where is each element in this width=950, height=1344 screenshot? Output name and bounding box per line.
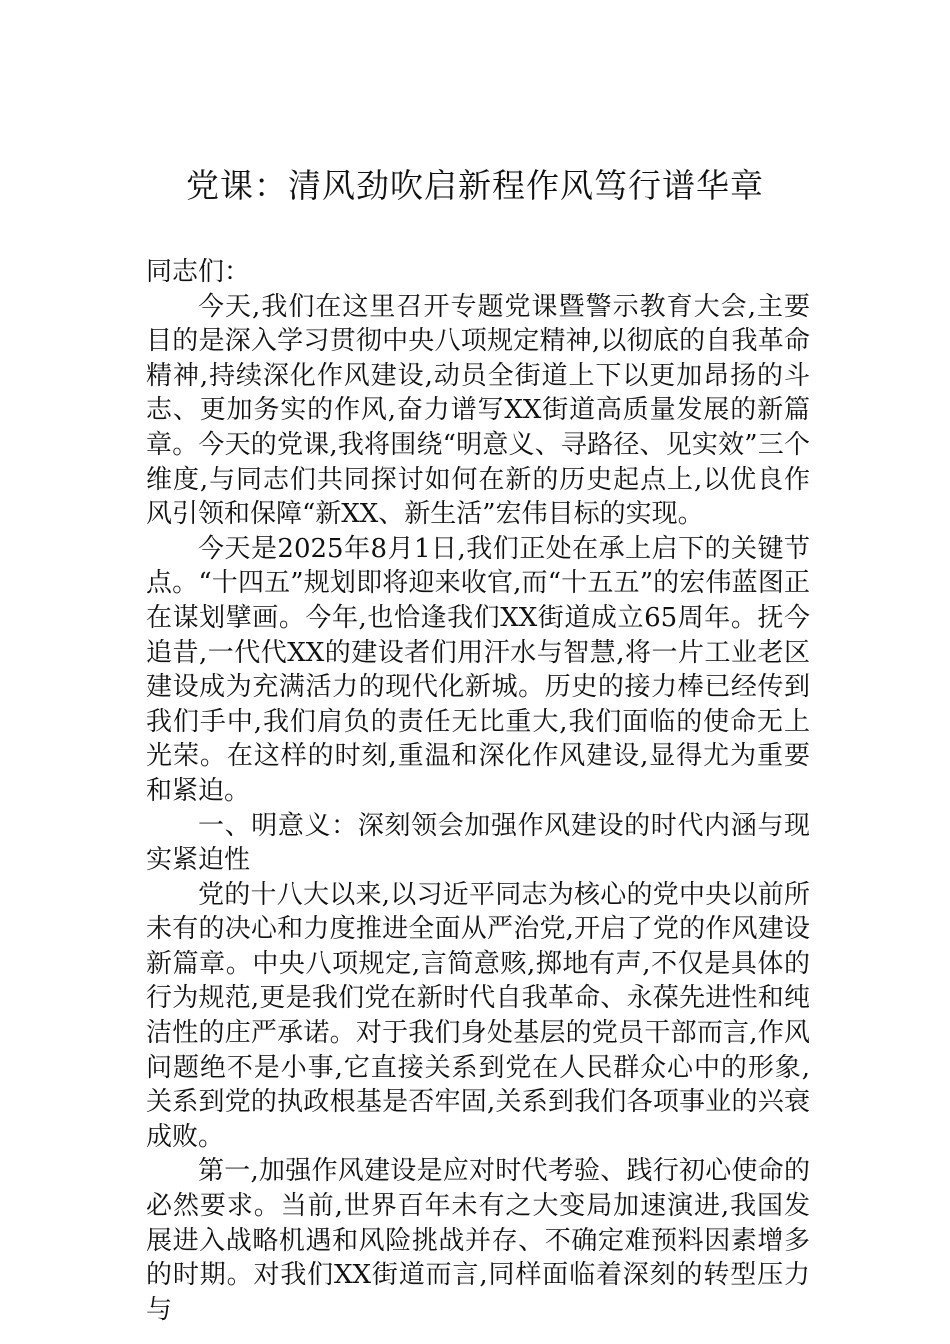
section-heading-1: 一、明意义：深刻领会加强作风建设的时代内涵与现实紧迫性 bbox=[146, 810, 810, 876]
document-title: 党课：清风劲吹启新程作风笃行谱华章 bbox=[186, 166, 764, 205]
document-body bbox=[146, 255, 810, 1327]
paragraph-section-1: 党的十八大以来,以习近平同志为核心的党中央以前所未有的决心和力度推进全面从严治党,开启了党的作风建设新篇章。中央八项规定,言简意赅,掷地有声,不仅是具体的行为规范,更是我们党在新时代自我革命、永葆先进性和纯洁性的庄严承诺。对于我们身处基层的党员干部而言,作风问题绝不是小事,它直接关系到党在人民群众心中的形象,关系到党的执政根基是否牢固,关系到我们各项事业的兴衰成败。 bbox=[146, 879, 810, 1152]
paragraph-first-point: 第一,加强作风建设是应对时代考验、践行初心使命的必然要求。当前,世界百年未有之大变局加速演进,我国发展进入战略机遇和风险挑战并存、不确定难预料因素增多的时期。对我们XX街道而言,同样面临着深刻的转型压力与 bbox=[146, 1156, 810, 1325]
paragraph-date: 今天是2025年8月1日,我们正处在承上启下的关键节点。“十四五”规划即将迎来收官,而“十五五”的宏伟蓝图正在谋划擘画。今年,也恰逢我们XX街道成立65周年。抚今追昔,一代代XX的建设者们用汗水与智慧,将一片工业老区建设成为充满活力的现代化新城。历史的接力棒已经传到我们手中,我们肩负的责任无比重大,我们面临的使命无上光荣。在这样的时刻,重温和深化作风建设,显得尤为重要和紧迫。 bbox=[146, 533, 810, 806]
salutation: 同志们： bbox=[146, 257, 251, 287]
paragraph-intro: 今天,我们在这里召开专题党课暨警示教育大会,主要目的是深入学习贯彻中央八项规定精神,以彻底的自我革命精神,持续深化作风建设,动员全街道上下以更加昂扬的斗志、更加务实的作风,奋力谱写XX街道高质量发展的新篇章。今天的党课,我将围绕“明意义、寻路径、见实效”三个维度,与同志们共同探讨如何在新的历史起点上,以优良作风引领和保障“新XX、新生活”宏伟目标的实现。 bbox=[146, 291, 810, 530]
